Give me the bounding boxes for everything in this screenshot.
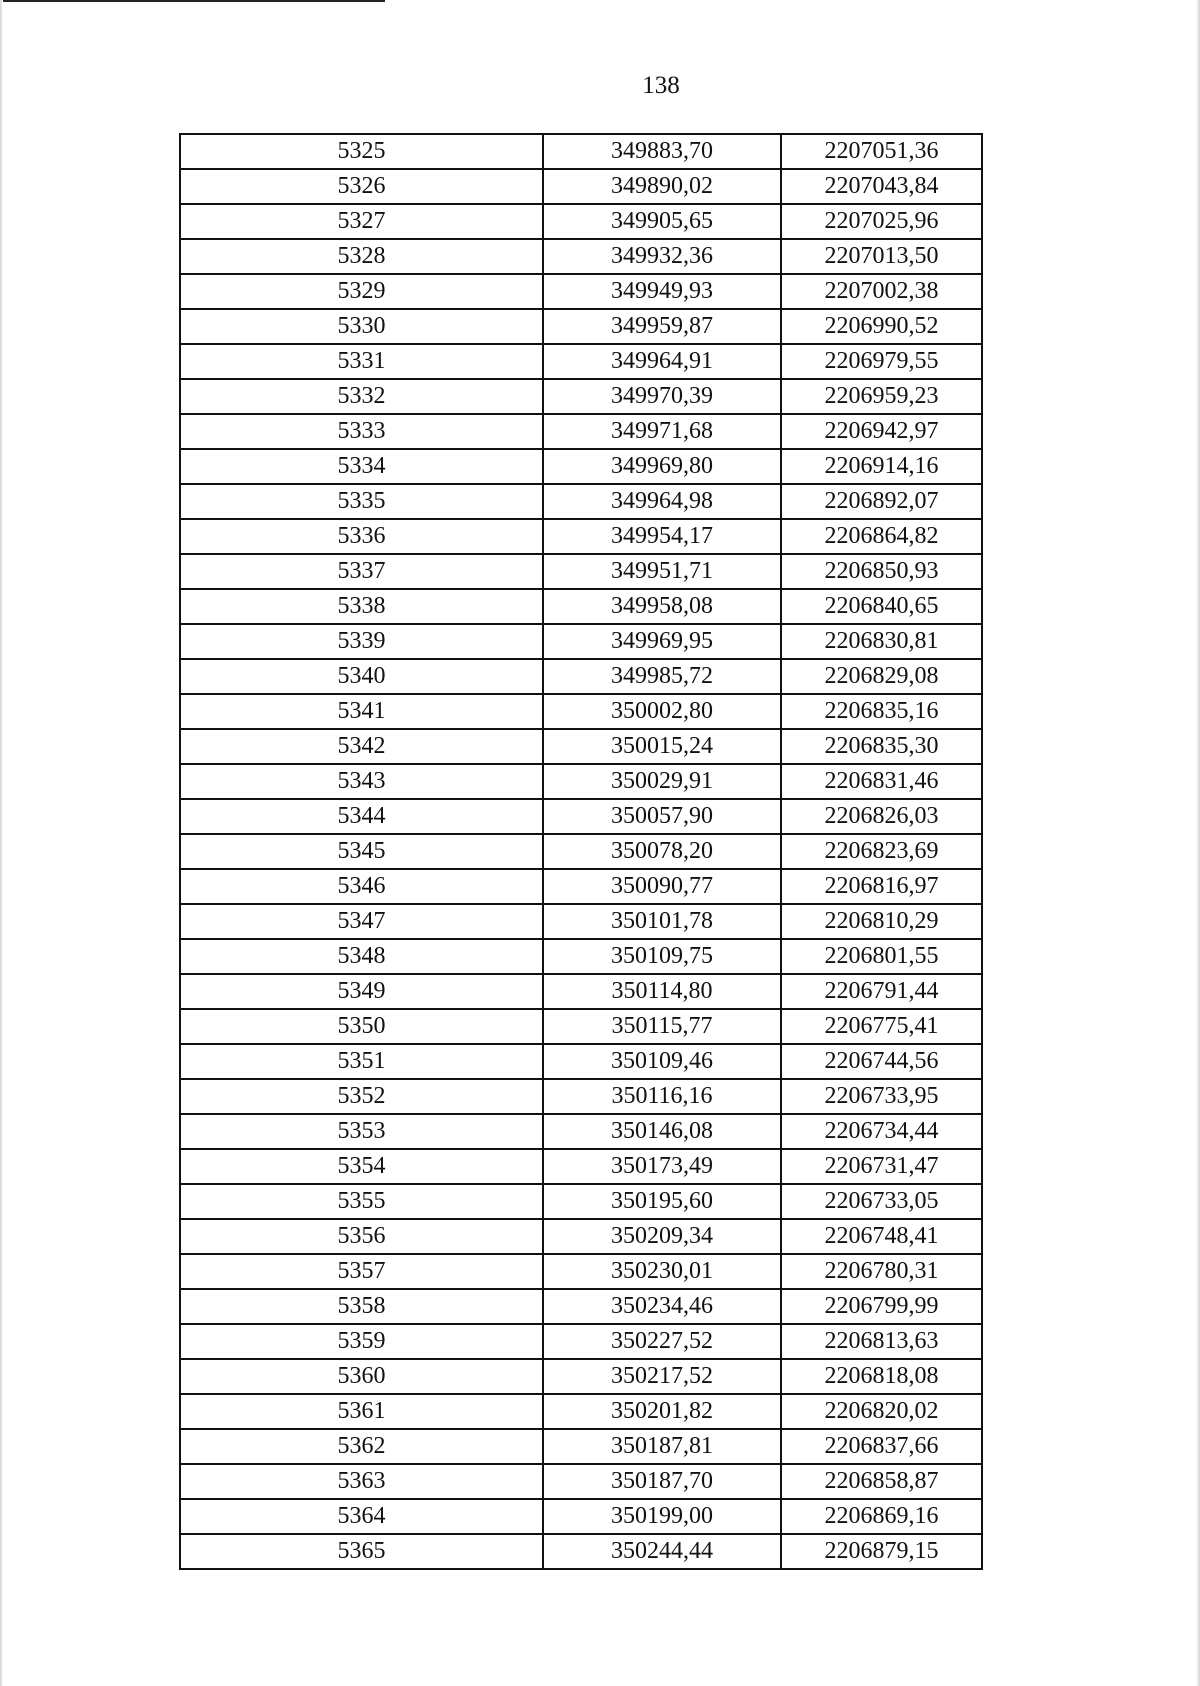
y-coordinate-cell: 2206780,31 (781, 1254, 982, 1289)
y-coordinate-cell: 2206820,02 (781, 1394, 982, 1429)
table-row (180, 834, 982, 869)
table-row (180, 1079, 982, 1114)
point-number-cell: 5335 (180, 484, 543, 519)
table-row (180, 554, 982, 589)
x-coordinate-cell: 350227,52 (543, 1324, 781, 1359)
table-row (180, 1534, 982, 1569)
table-row (180, 414, 982, 449)
point-number-cell: 5359 (180, 1324, 543, 1359)
scan-edge-left (0, 0, 3, 1686)
y-coordinate-cell: 2206837,66 (781, 1429, 982, 1464)
x-coordinate-cell: 349958,08 (543, 589, 781, 624)
x-coordinate-cell: 350109,75 (543, 939, 781, 974)
y-coordinate-cell: 2206818,08 (781, 1359, 982, 1394)
y-coordinate-cell: 2207043,84 (781, 169, 982, 204)
coordinates-table-body (180, 134, 982, 1569)
y-coordinate-cell: 2206835,16 (781, 694, 982, 729)
y-coordinate-cell: 2207013,50 (781, 239, 982, 274)
point-number-cell: 5356 (180, 1219, 543, 1254)
table-row (180, 519, 982, 554)
point-number-cell: 5364 (180, 1499, 543, 1534)
page-number: 138 (642, 72, 680, 99)
table-row (180, 1394, 982, 1429)
point-number-cell: 5340 (180, 659, 543, 694)
y-coordinate-cell: 2206733,05 (781, 1184, 982, 1219)
table-row (180, 449, 982, 484)
table-row (180, 904, 982, 939)
point-number-cell: 5353 (180, 1114, 543, 1149)
table-row (180, 134, 982, 169)
point-number-cell: 5365 (180, 1534, 543, 1569)
y-coordinate-cell: 2206816,97 (781, 869, 982, 904)
x-coordinate-cell: 350173,49 (543, 1149, 781, 1184)
y-coordinate-cell: 2206959,23 (781, 379, 982, 414)
y-coordinate-cell: 2206879,15 (781, 1534, 982, 1569)
table-row (180, 1499, 982, 1534)
y-coordinate-cell: 2206914,16 (781, 449, 982, 484)
table-row (180, 1429, 982, 1464)
scan-edge-right (1196, 0, 1200, 1686)
y-coordinate-cell: 2206734,44 (781, 1114, 982, 1149)
table-row (180, 1219, 982, 1254)
x-coordinate-cell: 350057,90 (543, 799, 781, 834)
table-row (180, 1464, 982, 1499)
y-coordinate-cell: 2206731,47 (781, 1149, 982, 1184)
x-coordinate-cell: 349971,68 (543, 414, 781, 449)
table-row (180, 1254, 982, 1289)
x-coordinate-cell: 350090,77 (543, 869, 781, 904)
point-number-cell: 5363 (180, 1464, 543, 1499)
y-coordinate-cell: 2206830,81 (781, 624, 982, 659)
point-number-cell: 5349 (180, 974, 543, 1009)
x-coordinate-cell: 349890,02 (543, 169, 781, 204)
point-number-cell: 5351 (180, 1044, 543, 1079)
point-number-cell: 5330 (180, 309, 543, 344)
point-number-cell: 5326 (180, 169, 543, 204)
x-coordinate-cell: 350187,70 (543, 1464, 781, 1499)
table-row (180, 659, 982, 694)
y-coordinate-cell: 2206831,46 (781, 764, 982, 799)
y-coordinate-cell: 2206810,29 (781, 904, 982, 939)
y-coordinate-cell: 2206799,99 (781, 1289, 982, 1324)
table-row (180, 799, 982, 834)
x-coordinate-cell: 349970,39 (543, 379, 781, 414)
x-coordinate-cell: 349969,80 (543, 449, 781, 484)
y-coordinate-cell: 2207025,96 (781, 204, 982, 239)
y-coordinate-cell: 2206979,55 (781, 344, 982, 379)
point-number-cell: 5332 (180, 379, 543, 414)
point-number-cell: 5355 (180, 1184, 543, 1219)
point-number-cell: 5343 (180, 764, 543, 799)
table-row (180, 1114, 982, 1149)
x-coordinate-cell: 350029,91 (543, 764, 781, 799)
table-row (180, 1359, 982, 1394)
table-row (180, 1009, 982, 1044)
x-coordinate-cell: 350115,77 (543, 1009, 781, 1044)
point-number-cell: 5358 (180, 1289, 543, 1324)
y-coordinate-cell: 2206733,95 (781, 1079, 982, 1114)
table-row (180, 764, 982, 799)
point-number-cell: 5354 (180, 1149, 543, 1184)
y-coordinate-cell: 2206850,93 (781, 554, 982, 589)
x-coordinate-cell: 350195,60 (543, 1184, 781, 1219)
table-row (180, 204, 982, 239)
x-coordinate-cell: 350114,80 (543, 974, 781, 1009)
point-number-cell: 5331 (180, 344, 543, 379)
y-coordinate-cell: 2206864,82 (781, 519, 982, 554)
x-coordinate-cell: 350234,46 (543, 1289, 781, 1324)
y-coordinate-cell: 2206892,07 (781, 484, 982, 519)
y-coordinate-cell: 2206791,44 (781, 974, 982, 1009)
point-number-cell: 5360 (180, 1359, 543, 1394)
x-coordinate-cell: 350146,08 (543, 1114, 781, 1149)
y-coordinate-cell: 2206840,65 (781, 589, 982, 624)
point-number-cell: 5339 (180, 624, 543, 659)
y-coordinate-cell: 2206801,55 (781, 939, 982, 974)
table-row (180, 1149, 982, 1184)
point-number-cell: 5334 (180, 449, 543, 484)
x-coordinate-cell: 350015,24 (543, 729, 781, 764)
x-coordinate-cell: 350199,00 (543, 1499, 781, 1534)
table-row (180, 484, 982, 519)
y-coordinate-cell: 2206744,56 (781, 1044, 982, 1079)
point-number-cell: 5327 (180, 204, 543, 239)
y-coordinate-cell: 2206990,52 (781, 309, 982, 344)
y-coordinate-cell: 2207051,36 (781, 134, 982, 169)
table-row (180, 974, 982, 1009)
x-coordinate-cell: 349959,87 (543, 309, 781, 344)
x-coordinate-cell: 350002,80 (543, 694, 781, 729)
table-row (180, 344, 982, 379)
x-coordinate-cell: 350101,78 (543, 904, 781, 939)
y-coordinate-cell: 2206829,08 (781, 659, 982, 694)
table-row (180, 1289, 982, 1324)
table-row (180, 309, 982, 344)
y-coordinate-cell: 2206813,63 (781, 1324, 982, 1359)
x-coordinate-cell: 349964,91 (543, 344, 781, 379)
table-row (180, 1324, 982, 1359)
x-coordinate-cell: 349905,65 (543, 204, 781, 239)
point-number-cell: 5347 (180, 904, 543, 939)
point-number-cell: 5328 (180, 239, 543, 274)
x-coordinate-cell: 349883,70 (543, 134, 781, 169)
point-number-cell: 5346 (180, 869, 543, 904)
y-coordinate-cell: 2206748,41 (781, 1219, 982, 1254)
x-coordinate-cell: 350187,81 (543, 1429, 781, 1464)
point-number-cell: 5336 (180, 519, 543, 554)
x-coordinate-cell: 349954,17 (543, 519, 781, 554)
x-coordinate-cell: 349951,71 (543, 554, 781, 589)
y-coordinate-cell: 2206826,03 (781, 799, 982, 834)
point-number-cell: 5344 (180, 799, 543, 834)
point-number-cell: 5342 (180, 729, 543, 764)
x-coordinate-cell: 350209,34 (543, 1219, 781, 1254)
table-row (180, 169, 982, 204)
x-coordinate-cell: 349949,93 (543, 274, 781, 309)
x-coordinate-cell: 349964,98 (543, 484, 781, 519)
y-coordinate-cell: 2206835,30 (781, 729, 982, 764)
x-coordinate-cell: 350078,20 (543, 834, 781, 869)
point-number-cell: 5350 (180, 1009, 543, 1044)
point-number-cell: 5325 (180, 134, 543, 169)
table-row (180, 589, 982, 624)
point-number-cell: 5341 (180, 694, 543, 729)
y-coordinate-cell: 2206942,97 (781, 414, 982, 449)
table-row (180, 1044, 982, 1079)
table-row (180, 869, 982, 904)
point-number-cell: 5329 (180, 274, 543, 309)
point-number-cell: 5333 (180, 414, 543, 449)
x-coordinate-cell: 349969,95 (543, 624, 781, 659)
x-coordinate-cell: 350244,44 (543, 1534, 781, 1569)
table-row (180, 239, 982, 274)
point-number-cell: 5352 (180, 1079, 543, 1114)
point-number-cell: 5361 (180, 1394, 543, 1429)
scan-edge-top (0, 0, 385, 2)
table-row (180, 379, 982, 414)
y-coordinate-cell: 2206869,16 (781, 1499, 982, 1534)
x-coordinate-cell: 350201,82 (543, 1394, 781, 1429)
point-number-cell: 5362 (180, 1429, 543, 1464)
x-coordinate-cell: 349985,72 (543, 659, 781, 694)
point-number-cell: 5357 (180, 1254, 543, 1289)
point-number-cell: 5337 (180, 554, 543, 589)
y-coordinate-cell: 2206775,41 (781, 1009, 982, 1044)
x-coordinate-cell: 350230,01 (543, 1254, 781, 1289)
point-number-cell: 5348 (180, 939, 543, 974)
table-row (180, 1184, 982, 1219)
y-coordinate-cell: 2206823,69 (781, 834, 982, 869)
table-row (180, 624, 982, 659)
table-row (180, 939, 982, 974)
point-number-cell: 5345 (180, 834, 543, 869)
table-row (180, 729, 982, 764)
x-coordinate-cell: 350116,16 (543, 1079, 781, 1114)
x-coordinate-cell: 349932,36 (543, 239, 781, 274)
x-coordinate-cell: 350217,52 (543, 1359, 781, 1394)
y-coordinate-cell: 2206858,87 (781, 1464, 982, 1499)
coordinates-table (179, 133, 983, 1570)
table-row (180, 694, 982, 729)
y-coordinate-cell: 2207002,38 (781, 274, 982, 309)
table-row (180, 274, 982, 309)
x-coordinate-cell: 350109,46 (543, 1044, 781, 1079)
point-number-cell: 5338 (180, 589, 543, 624)
